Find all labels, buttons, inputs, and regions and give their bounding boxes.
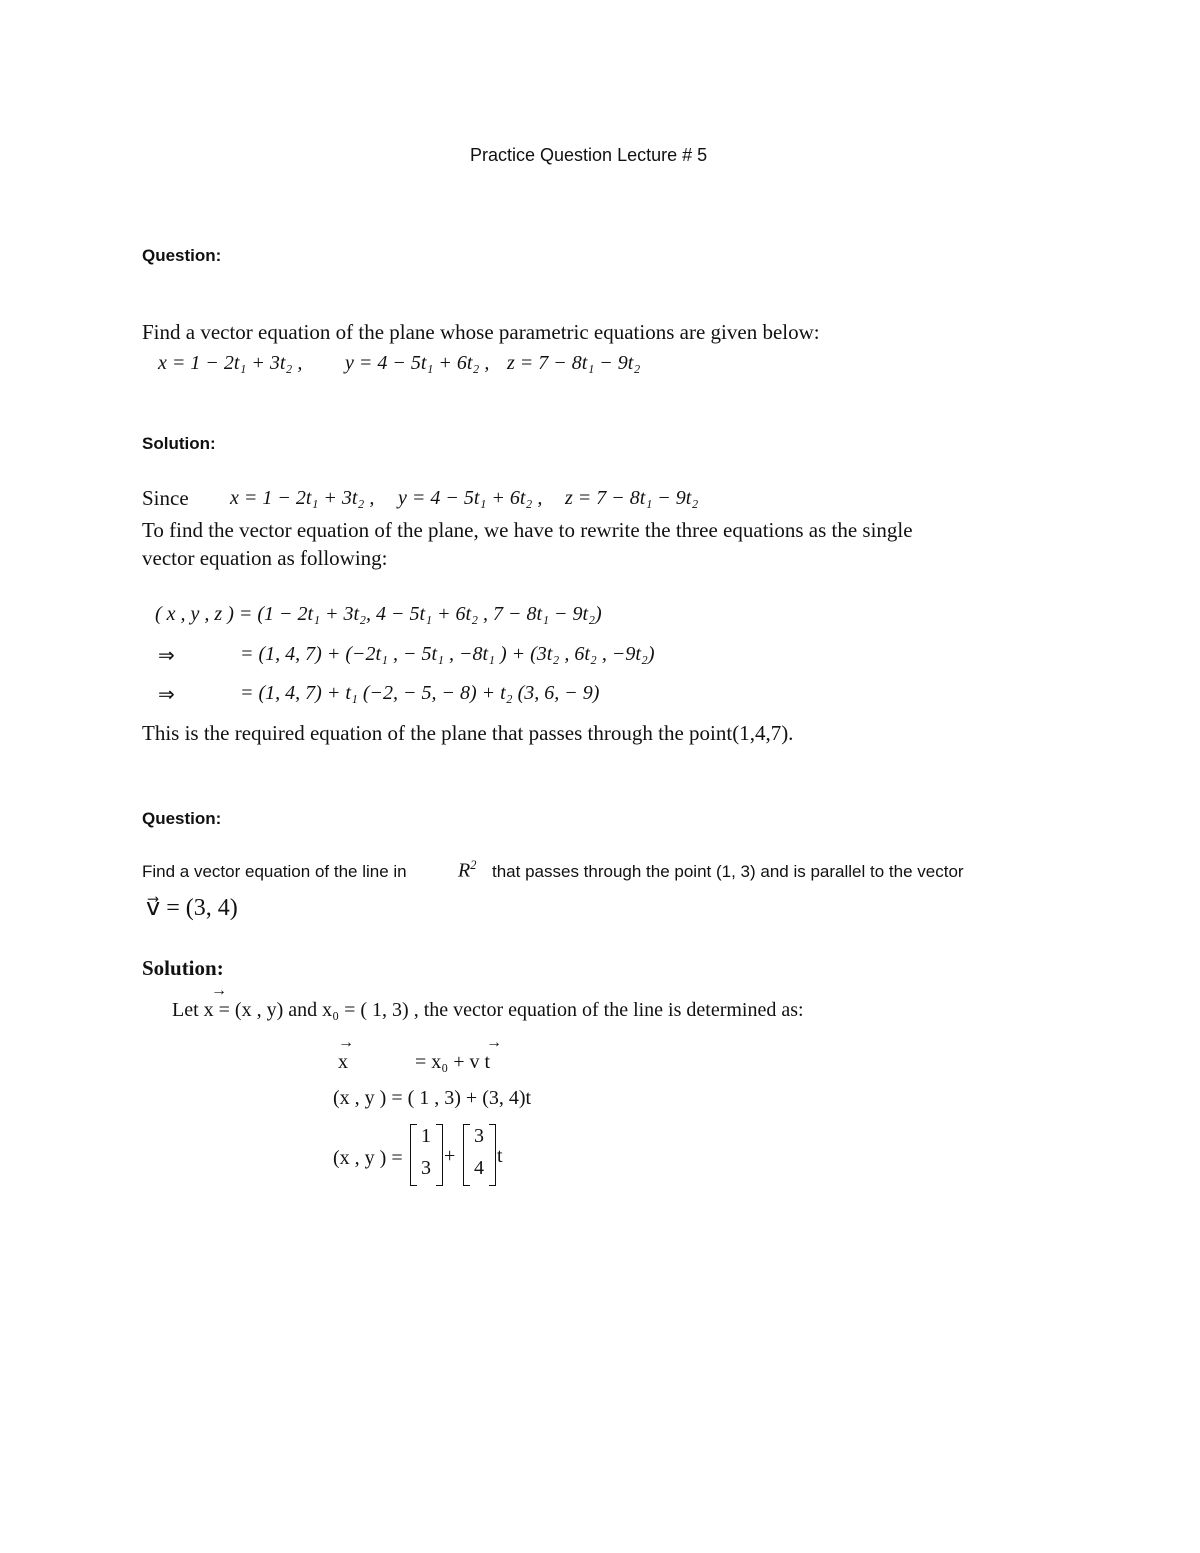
solution-2-eq-1-rhs: = x₀ + v t [415, 1051, 491, 1073]
matrix-2-bottom: 4 [474, 1157, 484, 1179]
solution-1-line-1: ( x , y , z ) = (1 − 2t₁ + 3t₂, 4 − 5t₁ + 6t₂ , 7 − 8t₁ − 9t₂) [155, 603, 602, 625]
question-1-eq-y: y = 4 − 5t₁ + 6t₂ , [345, 352, 490, 374]
question-2-text-b: that passes through the point (1, 3) and is parallel to the vector [492, 862, 964, 881]
parameter-t: t [497, 1145, 503, 1167]
solution-1-line-2: = (1, 4, 7) + (−2t₁ , − 5t₁ , −8t₁ ) + (3t₂ , 6t₂ , −9t₂) [240, 643, 655, 665]
question-2-vector: v⃗ = (3, 4) [146, 895, 238, 921]
arrow-icon: → [338, 1034, 354, 1051]
solution-2-heading: Solution: [142, 956, 224, 980]
question-1-eq-z: z = 7 − 8t₁ − 9t₂ [507, 352, 641, 374]
matrix-1-right-bracket [436, 1124, 443, 1186]
solution-2-let-line: Let x = (x , y) and x₀ = ( 1, 3) , the vector equation of the line is determined as: [172, 999, 804, 1021]
solution-1-eq-z: z = 7 − 8t₁ − 9t₂ [565, 487, 699, 509]
matrix-1-bottom: 3 [421, 1157, 431, 1179]
solution-1-text-2: vector equation as following: [142, 546, 388, 570]
solution-1-heading: Solution: [142, 434, 216, 453]
solution-1-text-1: To find the vector equation of the plane, we have to rewrite the three equations as the single [142, 518, 913, 542]
page-title: Practice Question Lecture # 5 [470, 145, 708, 165]
question-1-eq-x: x = 1 − 2t₁ + 3t₂ , [158, 352, 303, 374]
matrix-2-right-bracket [489, 1124, 496, 1186]
solution-1-since: Since [142, 486, 189, 510]
question-2-heading: Question: [142, 809, 222, 828]
solution-2-eq-3-lhs: (x , y ) = [333, 1147, 403, 1169]
r2-base: R [458, 859, 471, 882]
implies-icon: ⇒ [158, 684, 175, 706]
solution-1-conclusion: This is the required equation of the plane that passes through the point(1,4,7). [142, 721, 794, 745]
solution-2-eq-1-lhs: x [338, 1051, 348, 1073]
solution-1-eq-y: y = 4 − 5t₁ + 6t₂ , [398, 487, 543, 509]
arrow-icon: → [211, 982, 227, 999]
question-1-text: Find a vector equation of the plane whose parametric equations are given below: [142, 320, 820, 344]
matrix-1-top: 1 [421, 1125, 431, 1147]
solution-1-line-3: = (1, 4, 7) + t₁ (−2, − 5, − 8) + t₂ (3, 6, − 9) [240, 682, 600, 704]
r2-symbol [458, 858, 476, 883]
matrix-2-top: 3 [474, 1125, 484, 1147]
solution-2-eq-2: (x , y ) = ( 1 , 3) + (3, 4)t [333, 1087, 532, 1109]
implies-icon: ⇒ [158, 645, 175, 667]
question-1-heading: Question: [142, 246, 222, 265]
question-2-text-a: Find a vector equation of the line in [142, 862, 407, 881]
plus-sign: + [444, 1145, 456, 1167]
r2-exponent: 2 [470, 858, 477, 872]
arrow-icon: → [486, 1034, 502, 1051]
solution-1-eq-x: x = 1 − 2t₁ + 3t₂ , [230, 487, 375, 509]
